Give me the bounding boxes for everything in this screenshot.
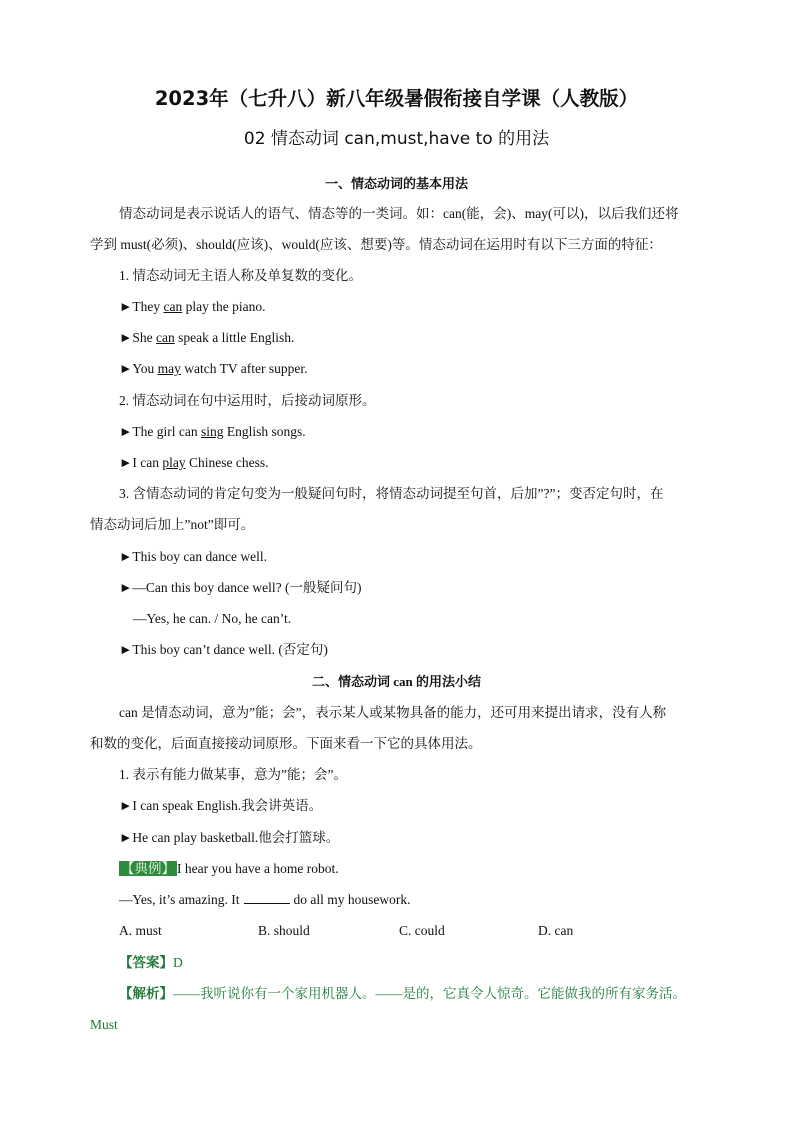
section2-point1: 1. 表示有能力做某事，意为”能；会”。 [119, 767, 347, 782]
answer-label: 【答案】 [119, 955, 173, 970]
section2-heading: 二、情态动词 can 的用法小结 [311, 674, 481, 689]
section1-example8: —Yes, he can. / No, he can’t. [133, 611, 292, 626]
section1-intro-line1: 情态动词是表示说话人的语气、情态等的一类词。如：can(能，会)、may(可以)，以后我们还将 [119, 206, 679, 221]
analysis-line [119, 985, 686, 1003]
section1-intro-line2: 学到 must(必须)、should(应该)、would(应该、想要)等。情态动词在运用时有以下三方面的特征： [90, 237, 662, 252]
option-c: C. could [399, 923, 445, 938]
section1-example2: ►She can speak a little English. [119, 330, 295, 345]
typical-example-question: 【典例】 I hear you have a home robot. [121, 861, 339, 876]
section1-example5: ►I can play Chinese chess. [119, 455, 269, 470]
option-a: A. must [119, 923, 162, 938]
section1-point2: 2. 情态动词在句中运用时，后接动词原形。 [119, 393, 376, 408]
fill-in-blank [244, 891, 290, 904]
typical-example-answer-line: —Yes, it’s amazing. It do all my housework. [119, 892, 411, 907]
document-subtitle: 02 情态动词 can,must,have to 的用法 [243, 129, 550, 149]
section1-example1: ►They can play the piano. [119, 299, 266, 314]
section1-point1: 1. 情态动词无主语人称及单复数的变化。 [119, 268, 362, 283]
section1-example6: ►This boy can dance well. [119, 549, 267, 564]
section1-example3: ►You may watch TV after supper. [119, 361, 308, 376]
section1-point3-line2: 情态动词后加上”not”即可。 [90, 517, 255, 532]
analysis-text: ——我听说你有一个家用机器人。——是的，它真令人惊奇。它能做我的所有家务活。 [173, 986, 686, 1001]
option-b: B. should [258, 923, 310, 938]
analysis-label: 【解析】 [119, 986, 173, 1001]
section2-intro-line2: 和数的变化，后面直接接动词原形。下面来看一下它的具体用法。 [90, 736, 482, 751]
section1-example7: ►—Can this boy dance well? (一般疑问句) [119, 580, 362, 595]
option-d: D. can [538, 923, 574, 938]
section1-example9: ►This boy can’t dance well. (否定句) [119, 642, 328, 657]
section1-point3-line1: 3. 含情态动词的肯定句变为一般疑问句时，将情态动词提至句首，后加”?”；变否定句时，在 [119, 486, 664, 501]
document-title: 2023年（七升八）新八年级暑假衔接自学课（人教版） [154, 87, 639, 110]
section2-intro-line1: can 是情态动词，意为”能；会”，表示某人或某物具备的能力，还可用来提出请求，没有人称 [119, 705, 667, 720]
section2-example1: ►I can speak English.我会讲英语。 [119, 798, 323, 813]
analysis-tail: Must [90, 1017, 118, 1032]
typical-example-tag: 【典例】 [121, 861, 175, 876]
answer-value: D [173, 955, 183, 970]
section1-heading: 一、情态动词的基本用法 [324, 176, 468, 191]
section2-example2: ►He can play basketball.他会打篮球。 [119, 830, 340, 845]
answer-line [119, 954, 183, 972]
section1-example4: ►The girl can sing English songs. [119, 424, 306, 439]
